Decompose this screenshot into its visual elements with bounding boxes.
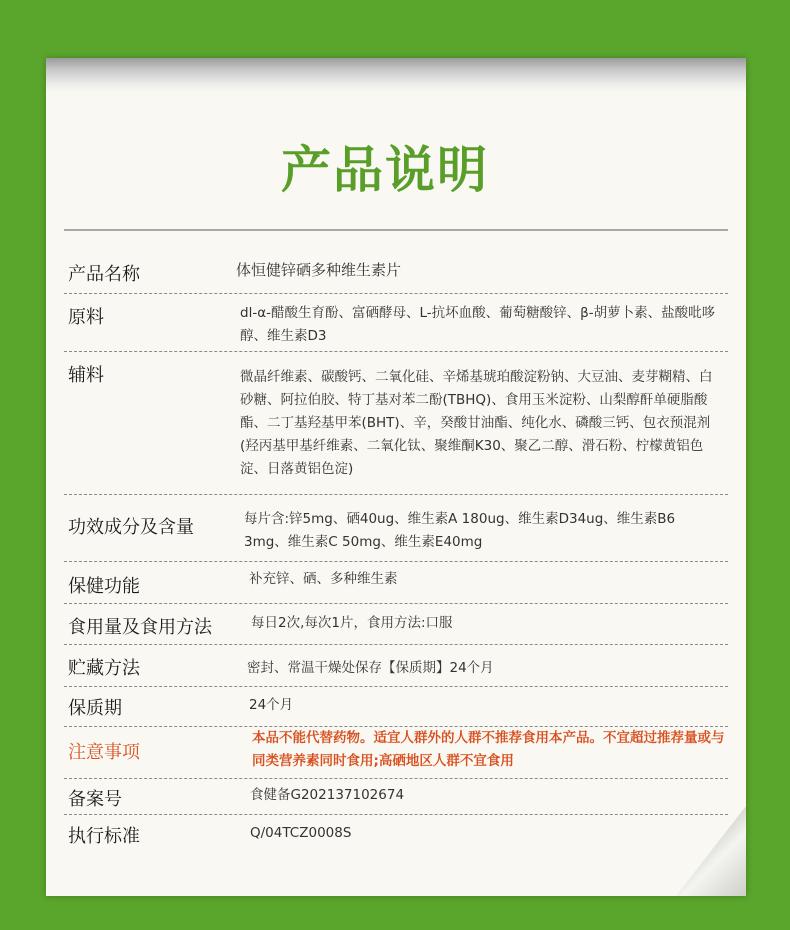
value-product-name: 体恒健锌硒多种维生素片 <box>236 261 402 279</box>
label-storage: 贮藏方法 <box>68 658 140 679</box>
value-dosage: 每日2次,每次1片，食用方法:口服 <box>251 615 453 631</box>
label-standard: 执行标准 <box>68 826 140 847</box>
row-divider <box>64 603 728 604</box>
label-dosage: 食用量及食用方法 <box>68 617 212 638</box>
row-divider <box>64 814 728 815</box>
value-storage: 密封、常温干燥处保存【保质期】24个月 <box>247 660 494 676</box>
label-ingredients: 原料 <box>68 307 104 328</box>
row-divider <box>64 561 728 562</box>
row-divider <box>64 293 728 294</box>
value-registration-no: 食健备G202137102674 <box>250 787 405 803</box>
title-divider <box>64 229 728 231</box>
row-divider <box>64 686 728 687</box>
page-title: 产品说明 <box>281 141 489 199</box>
value-excipients: 微晶纤维素、碳酸钙、二氧化硅、辛烯基琥珀酸淀粉钠、大豆油、麦芽糊精、白砂糖、阿拉伯胶、特丁基对苯二酚(TBHQ)、食用玉米淀粉、山梨醇酐单硬脂酸酯、二丁基羟基甲苯(BHT)、辛，癸酸甘油酯、纯化水、磷酸三钙、包衣预混剂(羟丙基甲基纤维素、二氧化钛、聚维酮K30、聚乙二醇、滑石粉、柠檬黄铝色淀、日落黄铝色淀) <box>240 369 713 477</box>
value-warnings: 本品不能代替药物。适宜人群外的人群不推荐食用本产品。不宜超过推荐量或与同类营养素同时食用;高硒地区人群不宜食用 <box>252 730 725 769</box>
value-ingredients: dl-α-醋酸生育酚、富硒酵母、L-抗坏血酸、葡萄糖酸锌、β-胡萝卜素、盐酸吡哆醇、维生素D3 <box>240 305 716 344</box>
label-excipients: 辅料 <box>68 365 104 386</box>
value-active-ingredients: 每片含:锌5mg、硒40ug、维生素A 180ug、维生素D34ug、维生素B6 3mg、维生素C 50mg、维生素E40mg <box>244 511 676 550</box>
value-health-function: 补充锌、硒、多种维生素 <box>249 571 398 587</box>
row-divider <box>64 778 728 779</box>
paper-roll-shadow <box>46 58 746 92</box>
label-shelf-life: 保质期 <box>68 698 122 719</box>
label-warnings: 注意事项 <box>68 742 140 763</box>
value-shelf-life: 24个月 <box>249 697 294 713</box>
row-divider <box>64 351 728 352</box>
label-active-ingredients: 功效成分及含量 <box>68 517 194 538</box>
label-product-name: 产品名称 <box>68 264 140 285</box>
row-divider <box>64 494 728 495</box>
label-registration-no: 备案号 <box>68 789 122 810</box>
label-health-function: 保健功能 <box>68 576 140 597</box>
page-curl <box>676 806 746 896</box>
value-standard: Q/04TCZ0008S <box>250 825 352 841</box>
row-divider <box>64 644 728 645</box>
